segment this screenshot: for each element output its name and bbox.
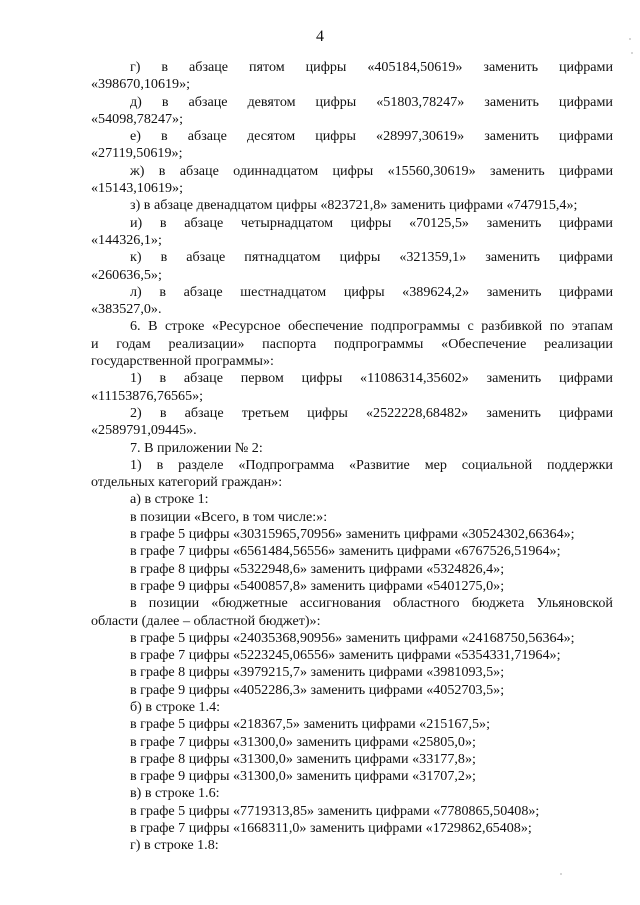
- text-line: [91, 336, 613, 353]
- text-line: государственной программы»:: [91, 353, 274, 370]
- word: строке: [164, 318, 205, 335]
- word: цифры: [350, 214, 392, 231]
- text-line: в графе 8 цифры «31300,0» заменить цифрами «33177,8»;: [130, 750, 476, 767]
- text-line: в графе 9 цифры «31300,0» заменить цифрами «31707,2»;: [130, 768, 476, 785]
- word: заменить: [486, 283, 542, 300]
- text-line: в графе 7 цифры «5223245,06556» заменить цифрами «5354331,71964»;: [130, 647, 561, 664]
- word: е): [130, 128, 141, 145]
- word: в: [161, 59, 169, 75]
- word: заменить: [485, 249, 540, 266]
- word: заменить: [486, 214, 542, 231]
- word: абзаце: [189, 59, 229, 75]
- word: 2): [130, 404, 142, 421]
- text-line: [91, 215, 613, 232]
- text-line: «2589791,09445».: [91, 422, 197, 439]
- word: заменить: [484, 93, 539, 110]
- word: в: [156, 456, 164, 473]
- word: абзаце: [186, 249, 226, 266]
- text-line: в графе 9 цифры «5400857,8» заменить цифрами «5401275,0»;: [130, 577, 505, 594]
- word: д): [130, 93, 142, 110]
- word: в: [130, 595, 137, 612]
- word: цифрами: [559, 404, 613, 421]
- text-line: в графе 5 цифры «7719313,85» заменить цифрами «7780865,50408»;: [130, 802, 540, 819]
- word: заменить: [484, 128, 539, 145]
- word: шестнадцатом: [240, 283, 327, 300]
- word: г): [130, 59, 141, 75]
- text-line: отдельных категорий граждан»:: [91, 474, 283, 491]
- word: цифрами: [559, 59, 613, 75]
- word: реализации»: [168, 335, 245, 352]
- text-line: «144326,1»;: [91, 231, 162, 248]
- text-line: [91, 370, 613, 387]
- text-line: з) в абзаце двенадцатом цифры «823721,8» заменить цифрами «747915,4»;: [130, 197, 578, 214]
- word: абзаце: [184, 404, 224, 421]
- word: в: [159, 214, 167, 231]
- text-line: «15143,10619»;: [91, 180, 184, 197]
- text-line: 7. В приложении № 2:: [130, 439, 263, 456]
- word: позиции: [148, 595, 200, 612]
- word: Ульяновской: [536, 595, 613, 612]
- word: «51803,78247»: [376, 93, 465, 110]
- text-line: в графе 7 цифры «6561484,56556» заменить цифрами «6767526,51964»;: [130, 543, 561, 560]
- word: л): [130, 283, 142, 300]
- text-line: «398670,10619»;: [91, 76, 191, 93]
- word: цифры: [339, 249, 381, 266]
- text-line: [91, 163, 613, 180]
- word: пятнадцатом: [244, 249, 321, 266]
- word: по: [549, 318, 565, 335]
- word: подпрограммы: [370, 318, 461, 335]
- word: цифрами: [558, 249, 613, 266]
- scan-speck: [629, 38, 631, 40]
- word: и: [91, 335, 99, 352]
- word: мер: [424, 456, 447, 473]
- document-body: [91, 59, 613, 855]
- word: девятом: [247, 93, 296, 110]
- text-line: «383527,0».: [91, 301, 162, 318]
- word: одиннадцатом: [233, 162, 319, 179]
- word: поддержки: [547, 456, 613, 473]
- word: ассигнования: [299, 595, 381, 612]
- word: «321359,1»: [399, 249, 467, 266]
- scan-speck: [631, 52, 633, 54]
- word: третьем: [241, 404, 290, 421]
- word: четырнадцатом: [240, 214, 334, 231]
- word: и): [130, 214, 143, 231]
- word: заменить: [486, 404, 541, 421]
- word: в: [159, 283, 166, 300]
- word: цифры: [315, 128, 356, 145]
- text-line: [91, 59, 613, 76]
- text-line: в графе 8 цифры «3979215,7» заменить цифрами «3981093,5»;: [130, 664, 505, 681]
- text-line: [91, 284, 613, 301]
- text-line: [91, 405, 613, 422]
- word: «15560,30619»: [387, 162, 476, 179]
- word: пятом: [249, 59, 285, 75]
- text-line: области (далее – областной бюджет)»:: [91, 612, 321, 629]
- word: цифрами: [559, 283, 613, 300]
- word: цифры: [315, 93, 357, 110]
- word: цифрами: [559, 128, 613, 145]
- word: «389624,2»: [402, 283, 470, 300]
- word: первом: [240, 370, 284, 387]
- text-line: в графе 7 цифры «31300,0» заменить цифрами «25805,0»;: [130, 733, 476, 750]
- word: в: [158, 162, 166, 179]
- text-line: в графе 5 цифры «24035368,90956» заменить цифрами «24168750,56364»;: [130, 629, 575, 646]
- word: этапам: [571, 318, 613, 335]
- scan-speck: [560, 873, 562, 875]
- word: заменить: [490, 162, 545, 179]
- text-line: г) в строке 1.8:: [130, 837, 219, 854]
- word: цифрами: [559, 162, 613, 179]
- word: «28997,30619»: [376, 128, 465, 145]
- text-line: в графе 9 цифры «4052286,3» заменить цифрами «4052703,5»;: [130, 681, 505, 698]
- word: паспорта: [262, 335, 317, 352]
- text-line: [91, 249, 613, 266]
- word: в: [161, 128, 168, 145]
- text-line: «54098,78247»;: [91, 110, 184, 127]
- word: «Подпрограмма: [238, 456, 335, 473]
- word: годам: [116, 335, 151, 352]
- text-line: [91, 318, 613, 335]
- text-line: [91, 595, 613, 612]
- word: реализации: [544, 335, 613, 352]
- text-line: «260636,5»;: [91, 266, 162, 283]
- word: 6.: [130, 318, 141, 335]
- word: цифрами: [558, 370, 613, 387]
- word: цифрами: [558, 93, 613, 110]
- word: «Обеспечение: [441, 335, 527, 352]
- word: подпрограммы: [334, 335, 424, 352]
- word: в: [159, 370, 167, 387]
- text-line: в графе 7 цифры «1668311,0» заменить цифрами «1729862,65408»;: [130, 820, 532, 837]
- text-line: «11153876,76565»;: [91, 387, 204, 404]
- word: абзаце: [184, 214, 224, 231]
- word: «11086314,35602»: [360, 370, 469, 387]
- word: «Развитие: [348, 456, 410, 473]
- word: разделе: [178, 456, 224, 473]
- text-line: [91, 94, 613, 111]
- page-number: 4: [316, 28, 324, 45]
- word: цифры: [305, 59, 347, 75]
- word: в: [161, 93, 169, 110]
- word: абзаце: [179, 162, 219, 179]
- word: ж): [130, 162, 145, 179]
- word: заменить: [483, 59, 539, 75]
- word: разбивкой: [481, 318, 543, 335]
- word: десятом: [246, 128, 296, 145]
- text-line: [91, 128, 613, 145]
- word: «2522228,68482»: [365, 404, 469, 421]
- word: абзаце: [187, 128, 227, 145]
- text-line: в позиции «Всего, в том числе:»:: [130, 508, 328, 525]
- word: областного: [392, 595, 460, 612]
- word: абзаце: [188, 93, 228, 110]
- word: 1): [130, 370, 142, 387]
- word: в: [160, 249, 168, 266]
- word: «Ресурсное: [211, 318, 281, 335]
- word: бюджета: [471, 595, 525, 612]
- text-line: а) в строке 1:: [130, 491, 209, 508]
- word: социальной: [461, 456, 533, 473]
- word: обеспечение: [288, 318, 364, 335]
- text-line: б) в строке 1.4:: [130, 698, 221, 715]
- word: цифры: [343, 283, 385, 300]
- word: 1): [130, 456, 142, 473]
- word: «405184,50619»: [367, 59, 463, 75]
- word: «70125,5»: [409, 214, 469, 231]
- word: абзаце: [183, 370, 223, 387]
- text-line: в графе 5 цифры «218367,5» заменить цифрами «215167,5»;: [130, 716, 491, 733]
- text-line: [91, 457, 613, 474]
- word: «бюджетные: [211, 595, 288, 612]
- word: цифры: [307, 404, 348, 421]
- word: заменить: [486, 370, 542, 387]
- word: цифры: [332, 162, 374, 179]
- word: абзаце: [183, 283, 223, 300]
- word: цифры: [301, 370, 343, 387]
- text-line: в графе 5 цифры «30315965,70956» заменить цифрами «30524302,66364»;: [130, 526, 575, 543]
- word: в: [159, 404, 167, 421]
- text-line: в) в строке 1.6:: [130, 785, 220, 802]
- word: к): [130, 249, 142, 266]
- word: цифрами: [558, 214, 613, 231]
- word: с: [467, 318, 474, 335]
- text-line: в графе 8 цифры «5322948,6» заменить цифрами «5324826,4»;: [130, 560, 505, 577]
- text-line: «27119,50619»;: [91, 145, 183, 162]
- word: В: [148, 318, 158, 335]
